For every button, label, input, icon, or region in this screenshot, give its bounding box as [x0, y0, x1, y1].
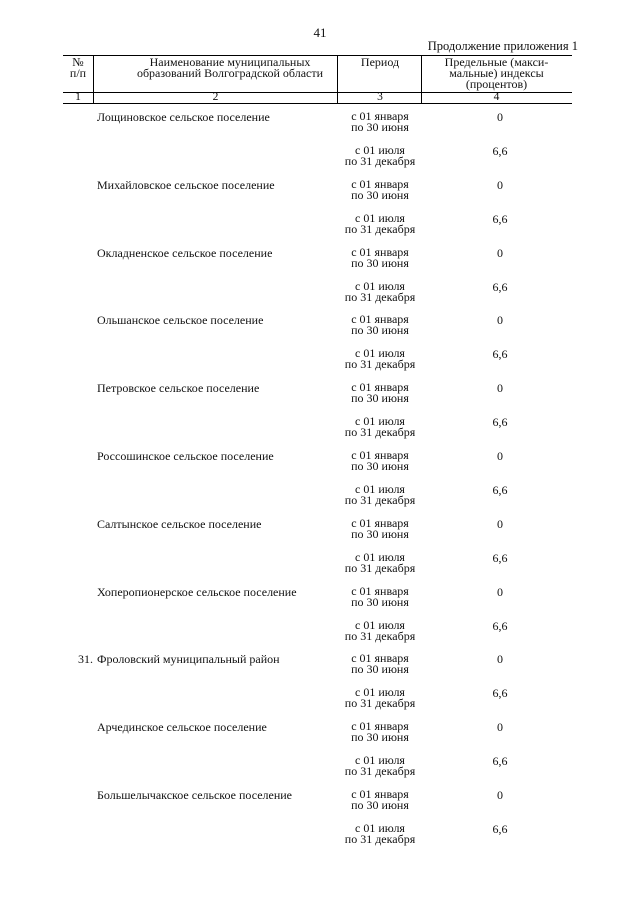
row-index-value: 0	[497, 516, 503, 531]
row-period: с 01 января по 30 июня	[351, 448, 409, 473]
table-row	[63, 820, 572, 857]
table-row	[63, 450, 572, 484]
row-index-value: 6,6	[492, 347, 508, 362]
column-number: 3	[377, 91, 383, 103]
table-row	[63, 755, 572, 789]
table-row	[63, 515, 572, 552]
row-name: Лощиновское сельское поселение	[97, 110, 270, 124]
row-name: Россошинское сельское поселение	[97, 449, 274, 463]
row-index-value: 0	[497, 177, 503, 192]
row-name: Михайловское сельское поселение	[97, 177, 275, 192]
row-name: Хоперопионерское сельское поселение	[97, 584, 297, 599]
row-period: с 01 июля по 31 декабря	[344, 617, 416, 643]
row-index-value: 6,6	[492, 686, 508, 701]
table-row	[63, 481, 572, 518]
row-period: с 01 июля по 31 декабря	[344, 481, 416, 507]
row-index-value: 0	[497, 788, 503, 802]
row-period: с 01 января по 30 июня	[351, 515, 409, 541]
row-index-value: 6,6	[492, 211, 508, 226]
row-index-value: 6,6	[492, 821, 508, 836]
row-name: Арчединское сельское поселение	[97, 720, 267, 735]
row-period: с 01 января по 30 июня	[351, 244, 409, 270]
row-period: с 01 января по 30 июня	[351, 109, 409, 134]
row-period: с 01 января по 30 июня	[351, 176, 409, 202]
row-period: с 01 июля по 31 декабря	[344, 820, 416, 846]
header-index: Предельные (макси- мальные) индексы (процентов)	[444, 55, 549, 91]
row-index-value: 6,6	[492, 754, 508, 769]
row-period: с 01 июля по 31 декабря	[344, 210, 416, 236]
table-row	[63, 382, 572, 416]
row-index-value: 0	[497, 110, 503, 124]
row-period: с 01 января по 30 июня	[351, 312, 409, 338]
row-index-value: 6,6	[492, 279, 508, 294]
column-number-row	[63, 91, 572, 104]
column-number: 2	[212, 91, 219, 103]
header-period: Период	[360, 55, 400, 69]
row-index-value: 6,6	[492, 482, 508, 497]
row-number: 31.	[78, 652, 93, 667]
table-row	[63, 416, 572, 450]
table-header	[63, 55, 572, 93]
table-row	[63, 617, 572, 654]
row-period: с 01 января по 30 июня	[351, 787, 409, 812]
table-row	[63, 721, 572, 755]
column-number: 4	[493, 91, 500, 103]
table-row	[63, 210, 572, 247]
table-row	[63, 176, 572, 213]
table-row	[63, 314, 572, 348]
column-number: 1	[75, 91, 81, 103]
page-number: 41	[313, 25, 327, 40]
table-row	[63, 789, 572, 823]
row-name: Салтынское сельское поселение	[97, 516, 262, 531]
table-row	[63, 142, 572, 179]
row-index-value: 0	[497, 720, 503, 735]
row-name: Ольшанское сельское поселение	[97, 313, 264, 328]
row-period: с 01 июля по 31 декабря	[344, 549, 416, 575]
table-row	[63, 348, 572, 382]
row-index-value: 6,6	[492, 415, 508, 430]
row-index-value: 6,6	[492, 550, 508, 565]
row-index-value: 0	[497, 313, 503, 328]
header-number: № п/п	[69, 55, 87, 80]
row-period: с 01 июля по 31 декабря	[344, 278, 416, 304]
table-row	[63, 687, 572, 721]
row-period: с 01 января по 30 июня	[351, 651, 409, 677]
table-row	[63, 583, 572, 620]
row-name: Окладненское сельское поселение	[97, 245, 273, 260]
appendix-note: Продолжение приложения 1	[427, 39, 578, 53]
row-index-value: 0	[497, 584, 503, 599]
row-period: с 01 января по 30 июня	[351, 719, 409, 745]
table-row	[63, 244, 572, 281]
row-index-value: 6,6	[492, 143, 508, 158]
row-period: с 01 июля по 31 декабря	[344, 685, 416, 711]
row-name: Петровское сельское поселение	[97, 381, 260, 396]
table-row	[63, 111, 572, 145]
row-period: с 01 января по 30 июня	[351, 380, 409, 406]
row-period: с 01 июля по 31 декабря	[344, 142, 416, 168]
table-row	[63, 549, 572, 586]
row-name: Фроловский муниципальный район	[97, 652, 280, 667]
header-name: Наименование муниципальных образований Волгоградской области	[136, 55, 324, 80]
row-index-value: 0	[497, 449, 503, 463]
row-period: с 01 июля по 31 декабря	[344, 753, 416, 779]
row-period: с 01 января по 30 июня	[351, 583, 409, 609]
table-row	[63, 653, 572, 687]
row-index-value: 0	[497, 381, 503, 396]
table-row	[63, 278, 572, 315]
row-period: с 01 июля по 31 декабря	[344, 414, 416, 440]
row-name: Большелычакское сельское поселение	[97, 788, 293, 802]
row-index-value: 6,6	[492, 618, 508, 633]
row-period: с 01 июля по 31 декабря	[344, 346, 416, 372]
row-index-value: 0	[497, 652, 503, 667]
row-index-value: 0	[497, 245, 503, 260]
